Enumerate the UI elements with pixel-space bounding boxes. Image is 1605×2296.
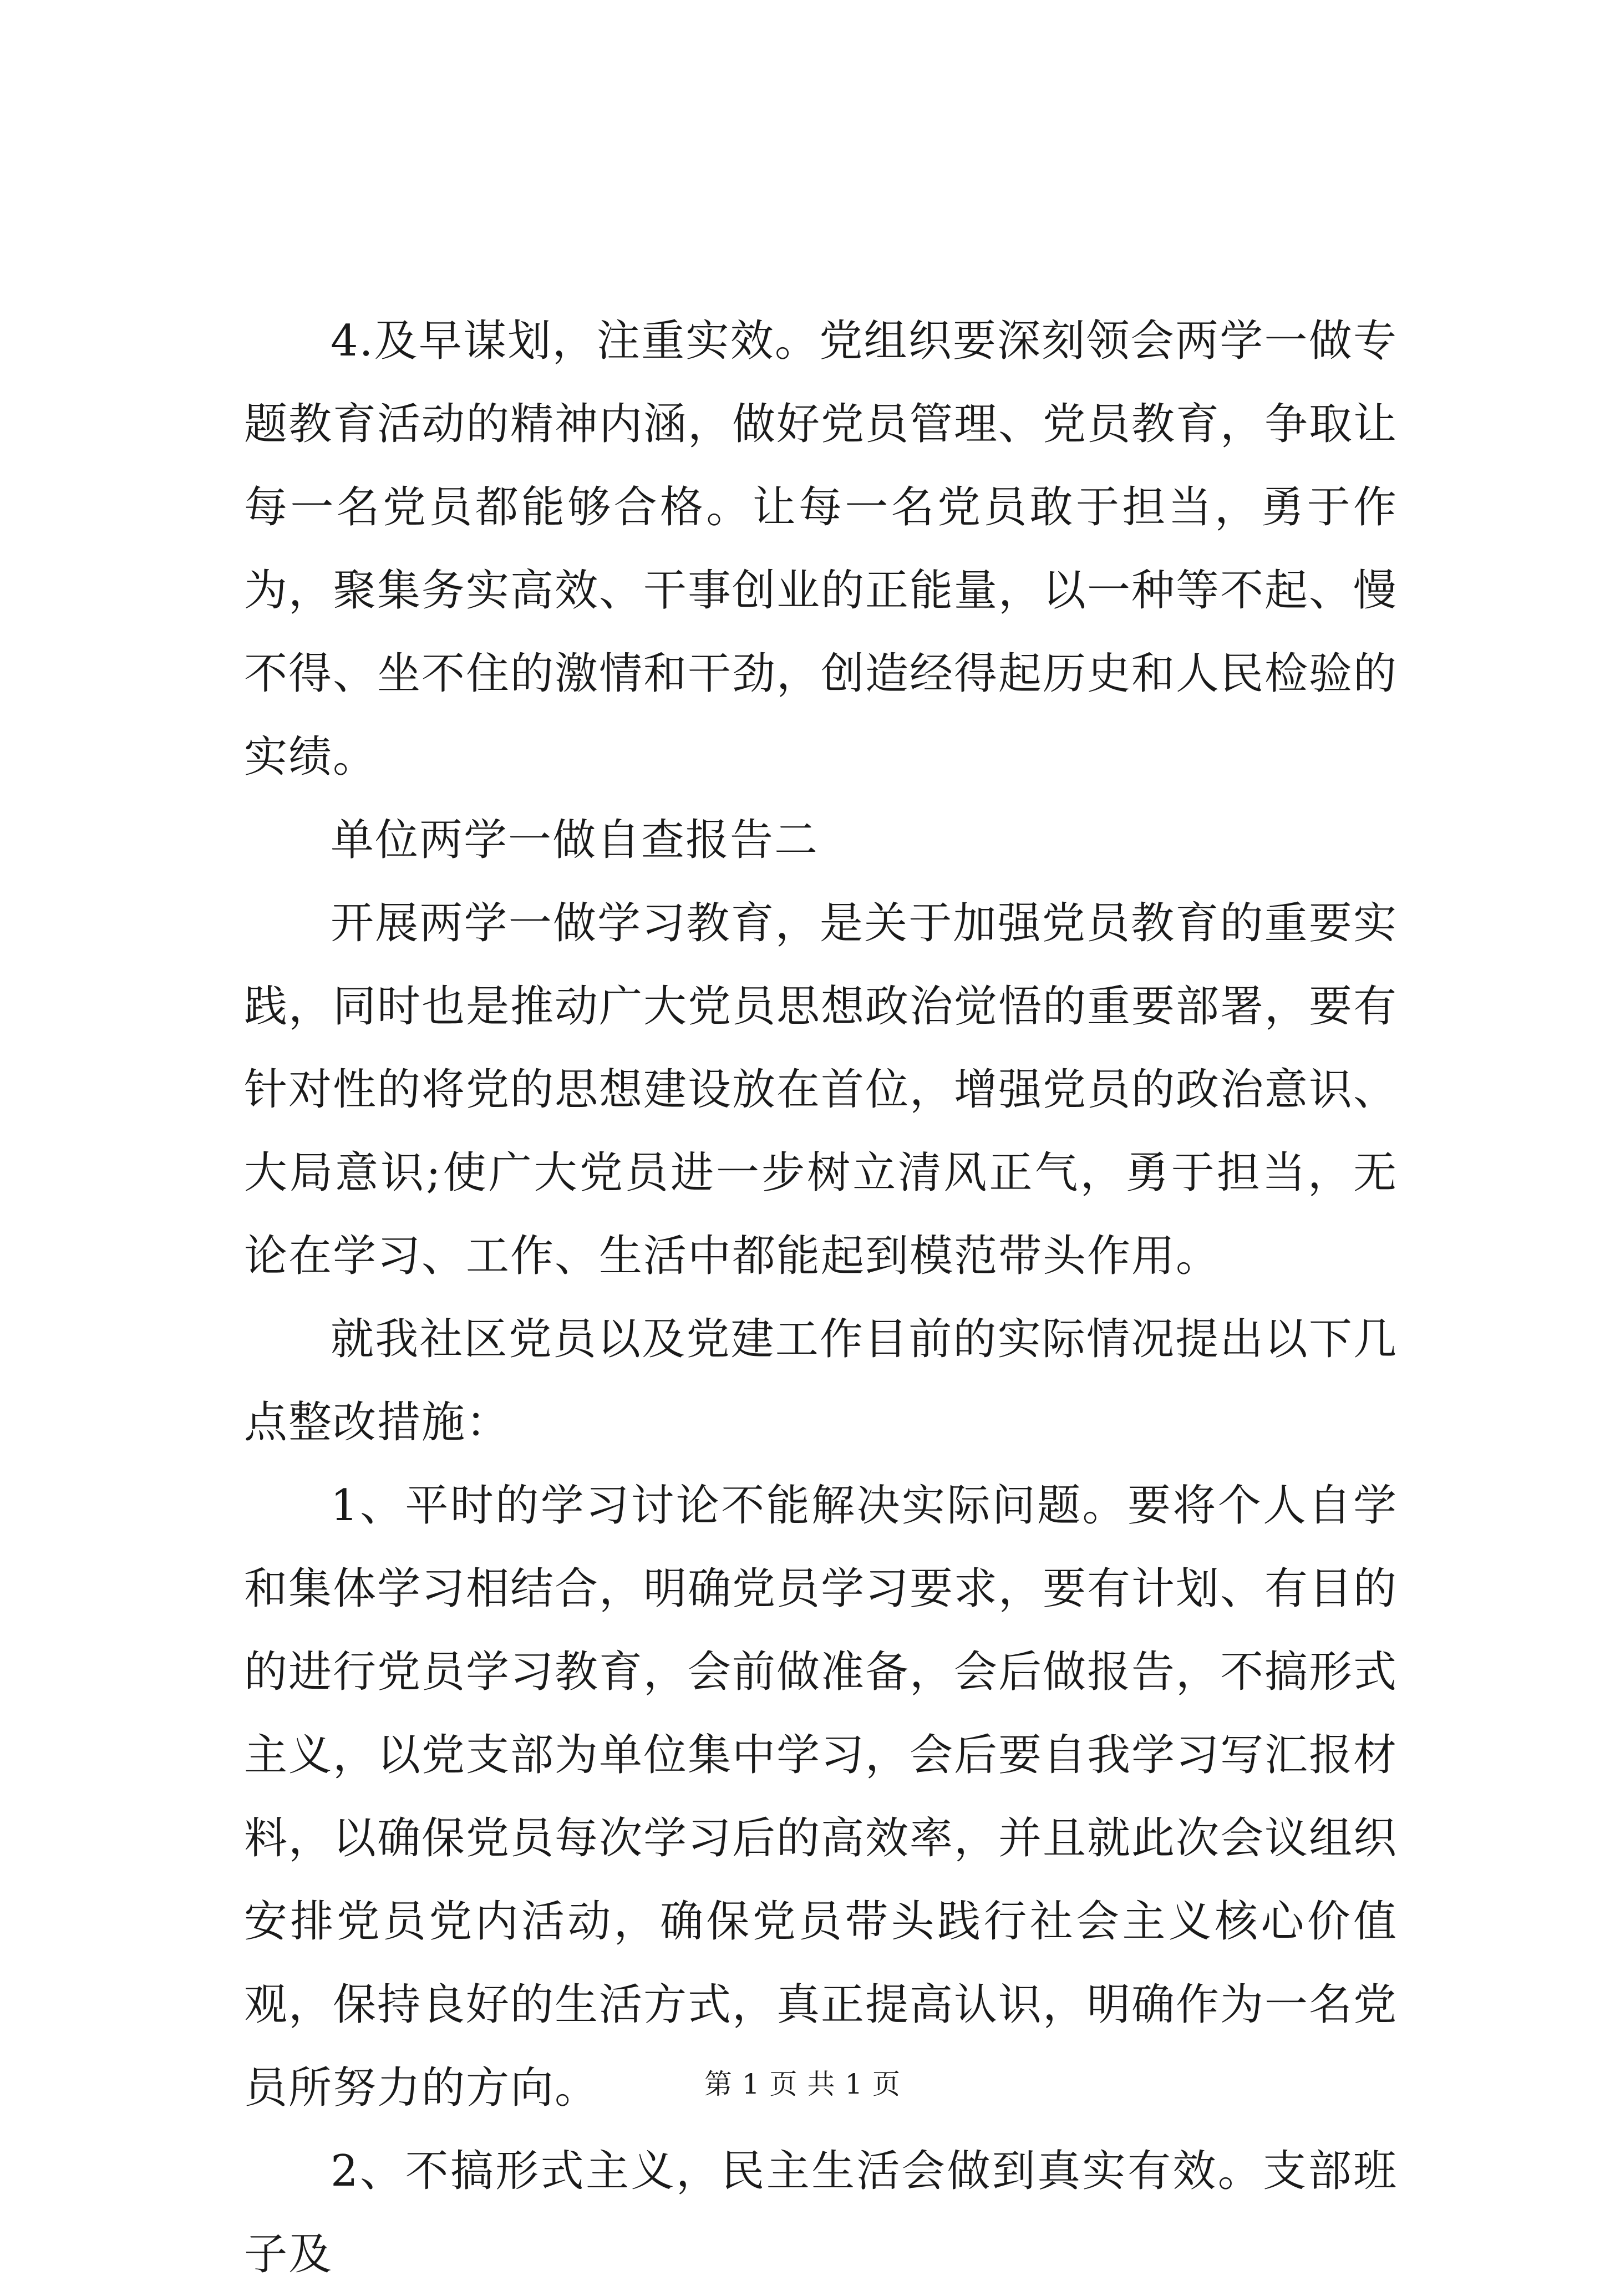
paragraph-intro-education: 开展两学一做学习教育，是关于加强党员教育的重要实践，同时也是推动广大党员思想政治觉悟的重要部署，要有针对性的将党的思想建设放在首位，增强党员的政治意识、大局意识;使广大党员进一步树立清风正气，勇于担当，无论在学习、工作、生活中都能起到模范带头作用。 — [244, 898, 1398, 1281]
paragraph-rectification-intro: 就我社区党员以及党建工作目前的实际情况提出以下几点整改措施： — [244, 1314, 1398, 1447]
section-heading-report-two: 单位两学一做自查报告二 — [331, 815, 819, 865]
paragraph-planning-effectiveness: 4.及早谋划，注重实效。党组织要深刻领会两学一做专题教育活动的精神内涵，做好党员管理、党员教育，争取让每一名党员都能够合格。让每一名党员敢于担当，勇于作为，聚集务实高效、干事创业的正能量，以一种等不起、慢不得、坐不住的激情和干劲，创造经得起历史和人民检验的实绩。 — [244, 316, 1398, 782]
page-footer: 第 1 页 共 1 页 — [704, 2068, 901, 2100]
document-body — [244, 299, 1398, 2296]
paragraph-measure-2: 2、不搞形式主义，民主生活会做到真实有效。支部班子及 — [244, 2146, 1398, 2279]
paragraph-measure-1: 1、平时的学习讨论不能解决实际问题。要将个人自学和集体学习相结合，明确党员学习要求，要有计划、有目的的进行党员学习教育，会前做准备，会后做报告，不搞形式主义，以党支部为单位集中学习，会后要自我学习写汇报材料，以确保党员每次学习后的高效率，并且就此次会议组织安排党员党内活动，确保党员带头践行社会主义核心价值观，保持良好的生活方式，真正提高认识，明确作为一名党员所努力的方向。 — [244, 1481, 1398, 2113]
